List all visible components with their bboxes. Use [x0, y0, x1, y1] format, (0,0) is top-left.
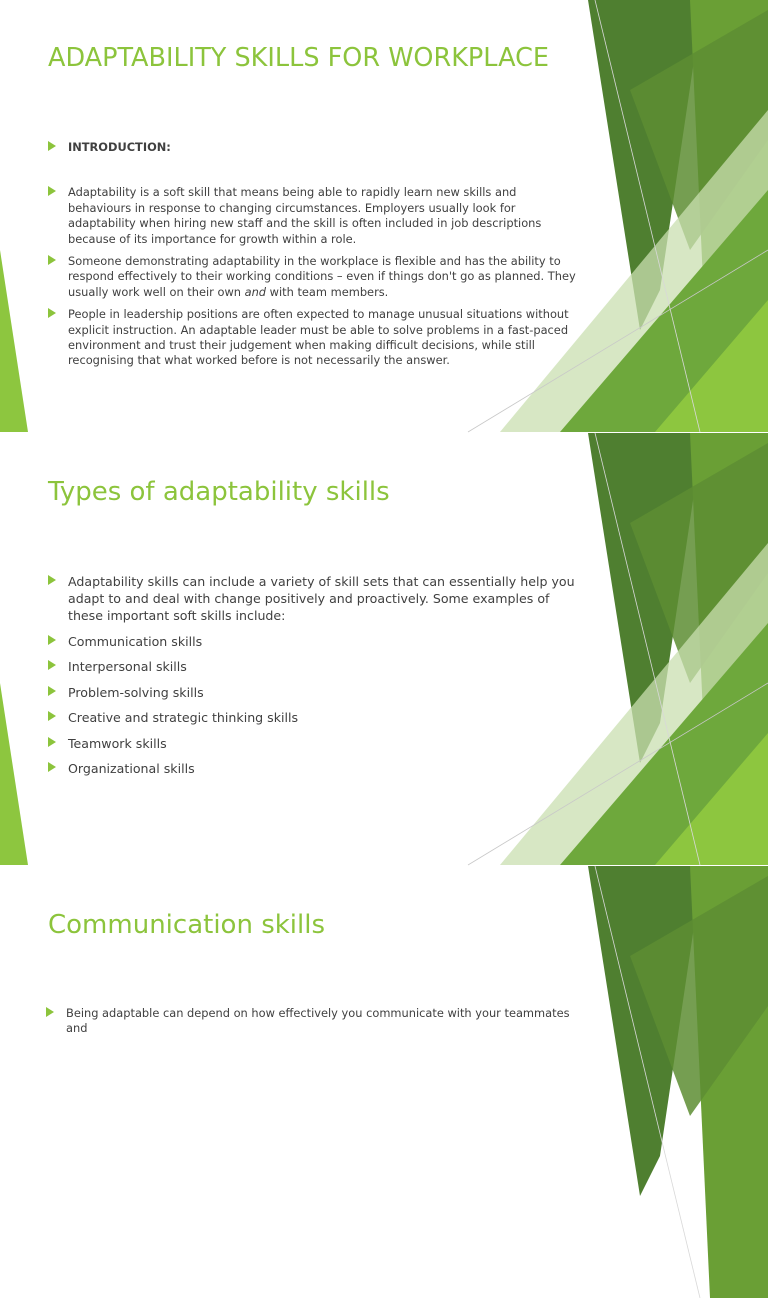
bullet-list: [46, 1006, 576, 1044]
bullet-item: Being adaptable can depend on how effectively you communicate with your teammates and: [46, 1006, 576, 1037]
bullet-item: People in leadership positions are often expected to manage unusual situations without explicit instruction. An adaptable leader must be able to solve problems in a fast-paced environment and trust their judgement when making difficult decisions, while still recognising that what worked before is not necessarily the answer.: [48, 307, 578, 369]
bullet-list: [48, 140, 578, 376]
slide-2: [0, 433, 768, 865]
bullet-item: Someone demonstrating adaptability in the workplace is flexible and has the ability to respond effectively to their working conditions – even if things don't go as planned. They usually work well on their own and with team members.: [48, 254, 578, 300]
bullet-item: Communication skills: [48, 633, 578, 650]
slide-3: [0, 866, 768, 1036]
bullet-item: Interpersonal skills: [48, 658, 578, 675]
bullet-list: [48, 573, 578, 786]
bullet-item: Adaptability skills can include a variety of skill sets that can essentially help you adapt to and deal with change positively and proactively. Some examples of these important soft skills include:: [48, 573, 578, 624]
intro-heading: INTRODUCTION:: [48, 140, 578, 155]
bullet-item: Problem-solving skills: [48, 684, 578, 701]
slide-1: [0, 0, 768, 432]
bullet-item: Creative and strategic thinking skills: [48, 709, 578, 726]
bullet-item: Teamwork skills: [48, 735, 578, 752]
bullet-item: Organizational skills: [48, 760, 578, 777]
slide-title: Communication skills: [48, 910, 326, 940]
slide-title: ADAPTABILITY SKILLS FOR WORKPLACE: [48, 43, 549, 73]
bullet-item: Adaptability is a soft skill that means being able to rapidly learn new skills and behaviours in response to changing circumstances. Employers usually look for adaptability when hiring new staff and the skill is often included in job descriptions because of its importance for growth within a role.: [48, 185, 578, 247]
slide-title: Types of adaptability skills: [48, 477, 390, 507]
